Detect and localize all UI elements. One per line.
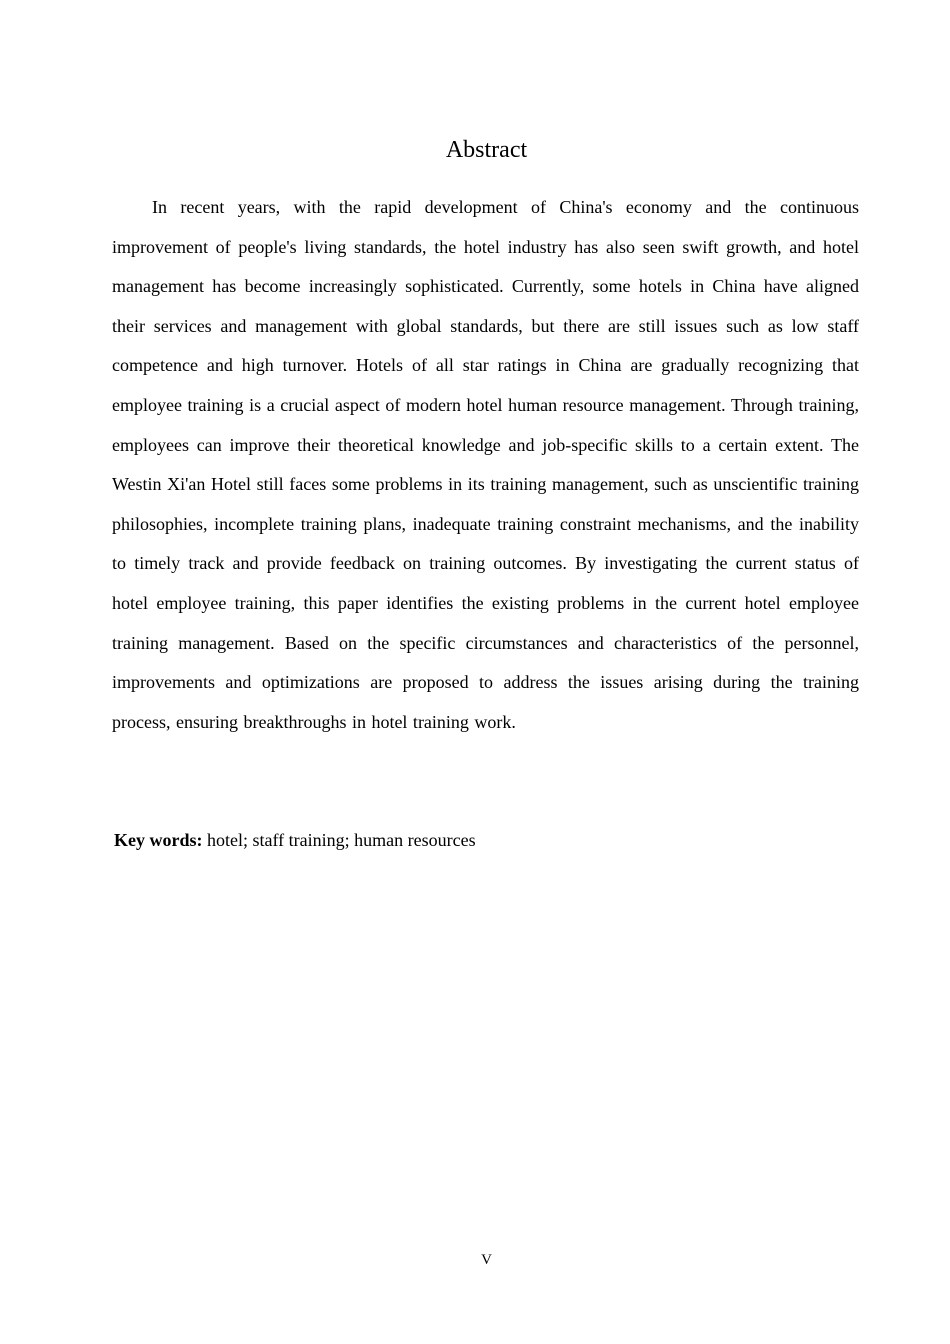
page-number: V [481, 1252, 492, 1268]
abstract-body: In recent years, with the rapid development of China's economy and the continuous improvement of people's living standards, the hotel industry has also seen swift growth, and hotel management has become increasingly sophisticated. Currently, some hotels in China have aligned their services and management with global standards, but there are still issues such as low staff competence and high turnover. Hotels of all star ratings in China are gradually recognizing that employee training is a crucial aspect of modern hotel human resource management. Through training, employees can improve their theoretical knowledge and job-specific skills to a certain extent. The Westin Xi'an Hotel still faces some problems in its training management, such as unscientific training philosophies, incomplete training plans, inadequate training constraint mechanisms, and the inability to timely track and provide feedback on training outcomes. By investigating the current status of hotel employee training, this paper identifies the existing problems in the current hotel employee training management. Based on the specific circumstances and characteristics of the personnel, improvements and optimizations are proposed to address the issues arising during the training process, ensuring breakthroughs in hotel training work. [112, 197, 859, 732]
keywords-label: Key words: [114, 830, 203, 850]
keywords-text: hotel; staff training; human resources [207, 830, 476, 850]
abstract-title: Abstract [445, 137, 528, 163]
keywords-line [114, 826, 859, 854]
